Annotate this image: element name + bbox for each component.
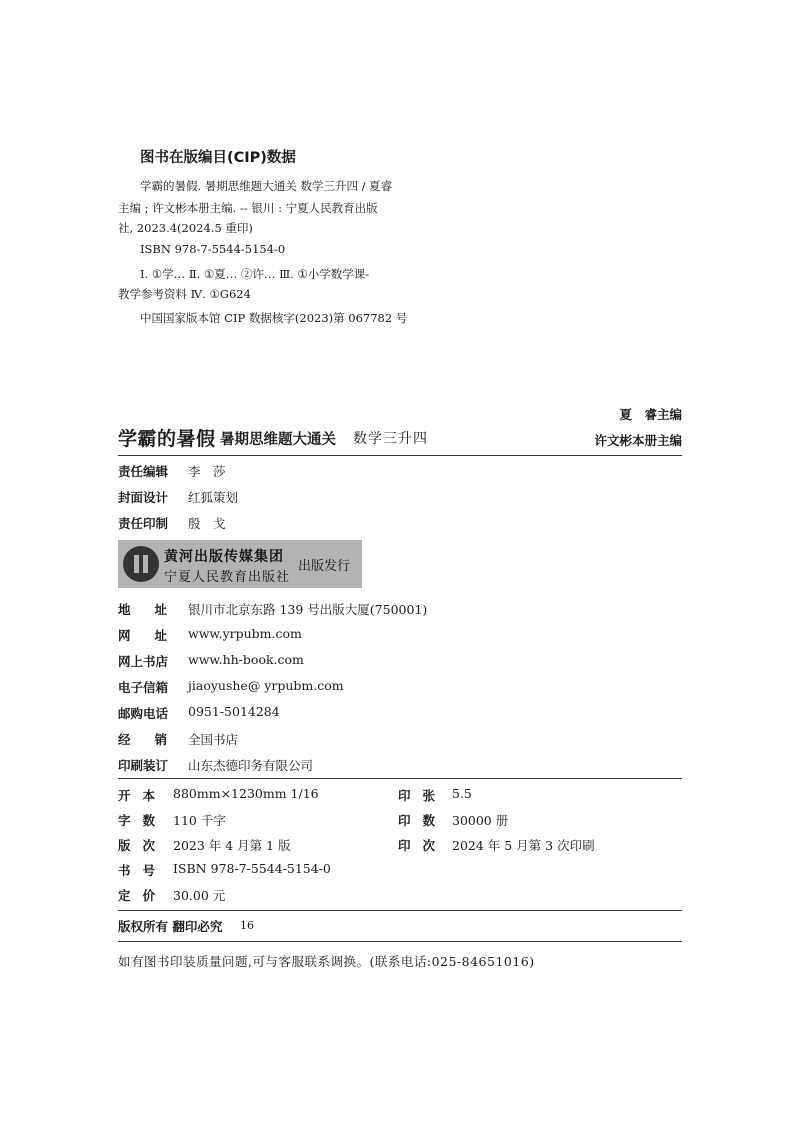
cip-line: 中国国家版本馆 CIP 数据核字(2023)第 067782 号 xyxy=(140,311,408,325)
contact-value: 全国书店 xyxy=(188,732,239,747)
cip-line: ISBN 978-7-5544-5154-0 xyxy=(140,242,286,256)
spec-label: 印数 xyxy=(398,813,448,828)
cip-line: 学霸的暑假. 暑期思维题大通关 数学三升四 / 夏睿 xyxy=(140,179,393,193)
cip-title: 图书在版编目(CIP)数据 xyxy=(140,150,296,166)
publisher-issue: 出版发行 xyxy=(298,559,351,574)
divider xyxy=(118,778,682,779)
copyright-code: 16 xyxy=(240,919,254,932)
spec-label: 定价 xyxy=(118,888,168,903)
staff-label: 责任编辑 xyxy=(118,464,169,479)
spec-label: 开本 xyxy=(118,788,168,803)
contact-value: www.hh-book.com xyxy=(188,652,304,667)
contact-value: www.yrpubm.com xyxy=(188,626,302,641)
copyright-notice: 版权所有 翻印必究 xyxy=(118,919,223,934)
contact-label: 电子信箱 xyxy=(118,680,169,695)
spec-value: 2024 年 5 月第 3 次印刷 xyxy=(452,838,595,853)
staff-value: 红狐策划 xyxy=(188,490,239,505)
book-grade: 数学三升四 xyxy=(353,431,428,447)
contact-label: 印刷装订 xyxy=(118,758,169,773)
spec-value: 30.00 元 xyxy=(173,888,226,903)
book-title: 学霸的暑假 xyxy=(118,428,216,450)
spec-value: 110 千字 xyxy=(173,813,226,828)
cip-line: 社, 2023.4(2024.5 重印) xyxy=(118,221,253,235)
spec-label: 印张 xyxy=(398,788,448,803)
spec-label: 版次 xyxy=(118,838,168,853)
spec-value: 2023 年 4 月第 1 版 xyxy=(173,838,291,853)
publisher-emblem-icon xyxy=(123,546,159,582)
spec-label: 字数 xyxy=(118,813,168,828)
book-subtitle: 暑期思维题大通关 xyxy=(220,432,336,448)
staff-label: 封面设计 xyxy=(118,490,169,505)
staff-value: 殷 戈 xyxy=(188,516,226,531)
spec-value: 880mm×1230mm 1/16 xyxy=(173,786,319,801)
publisher-group: 黄河出版传媒集团 xyxy=(164,549,284,565)
volume-editor: 许文彬本册主编 xyxy=(594,433,682,448)
divider xyxy=(118,941,682,942)
contact-value: 0951-5014284 xyxy=(188,704,280,719)
spec-value: 30000 册 xyxy=(452,813,509,828)
contact-value: 山东杰德印务有限公司 xyxy=(188,758,314,773)
contact-label: 地址 xyxy=(118,602,192,617)
spec-label: 书号 xyxy=(118,863,168,878)
publisher-logo xyxy=(118,540,362,588)
chief-editor: 夏 睿主编 xyxy=(619,407,682,422)
cip-line: 主编 ; 许文彬本册主编. -- 银川 : 宁夏人民教育出版 xyxy=(118,201,378,215)
contact-label: 邮购电话 xyxy=(118,706,169,721)
spec-label: 印次 xyxy=(398,838,448,853)
staff-label: 责任印制 xyxy=(118,516,169,531)
contact-label: 网上书店 xyxy=(118,654,169,669)
spec-value: ISBN 978-7-5544-5154-0 xyxy=(173,861,331,876)
staff-value: 李 莎 xyxy=(188,464,226,479)
divider xyxy=(118,910,682,911)
spec-value: 5.5 xyxy=(452,786,472,801)
divider xyxy=(118,455,682,456)
cip-line: Ⅰ. ①学… Ⅱ. ①夏… ②许… Ⅲ. ①小学数学课- xyxy=(140,267,370,281)
contact-value: 银川市北京东路 139 号出版大厦(750001) xyxy=(188,602,428,617)
contact-value: jiaoyushe@ yrpubm.com xyxy=(188,678,344,693)
contact-label: 网址 xyxy=(118,628,192,643)
publisher-house: 宁夏人民教育出版社 xyxy=(164,570,291,585)
contact-label: 经销 xyxy=(118,732,192,747)
cip-line: 教学参考资料 Ⅳ. ①G624 xyxy=(118,287,251,301)
quality-note: 如有图书印装质量问题,可与客服联系调换。(联系电话:025-84651016) xyxy=(118,954,535,969)
